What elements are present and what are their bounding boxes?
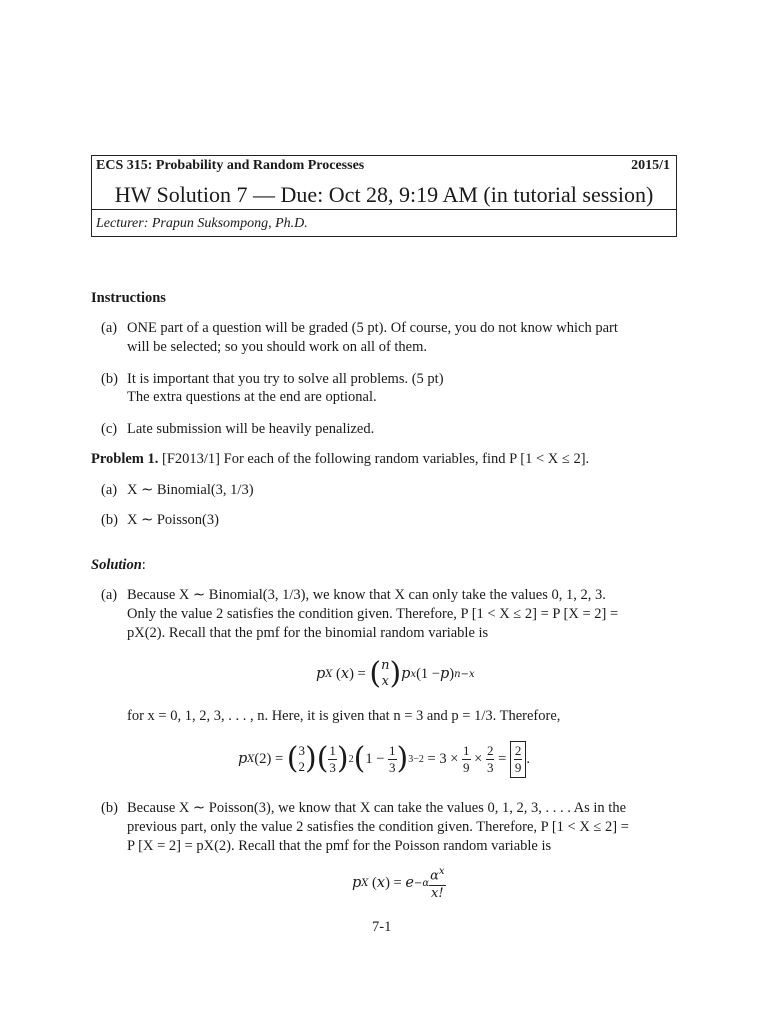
binomial-pmf-equation: p X ( x ) = ( n x ) p x (1 − p ) n−x: [316, 656, 475, 691]
solution-a-line4: for x = 0, 1, 2, 3, . . . , n. Here, it is given that n = 3 and p = 1/3. Therefore,: [127, 708, 561, 724]
solution-a-line3: pX(2). Recall that the pmf for the binomial random variable is: [127, 625, 489, 641]
instruction-label-a: (a): [101, 320, 118, 336]
boxed-answer: $\frac{2}{9}$: [510, 741, 527, 778]
lecturer-line: Lecturer: Prapun Suksompong, Ph.D.: [96, 216, 308, 231]
solution-b-line3: P [X = 2] = pX(2). Recall that the pmf for the Poisson random variable is: [127, 838, 552, 854]
instruction-a-line2: will be selected; so you should work on all of them.: [127, 339, 428, 355]
term-label: 2015/1: [631, 158, 670, 173]
problem-1: [91, 450, 589, 469]
instructions-heading: Instructions: [91, 290, 166, 306]
instruction-label-c: (c): [101, 421, 118, 437]
problem-part-b-label: (b): [101, 512, 118, 528]
document-title: HW Solution 7 — Due: Oct 28, 9:19 AM (in tutorial session): [114, 182, 654, 207]
solution-b-line1: Because X ∼ Poisson(3), we know that X can take the values 0, 1, 2, 3, . . . . As in the: [127, 800, 627, 816]
solution-b-label: (b): [101, 800, 118, 816]
header-divider: [92, 209, 676, 210]
problem-part-a-label: (a): [101, 482, 118, 498]
problem-heading: Problem 1.: [91, 451, 159, 467]
solution-heading: Solution: [91, 557, 142, 573]
solution-a-line2: Only the value 2 satisfies the condition given. Therefore, P [1 < X ≤ 2] = P [X = 2] =: [127, 606, 619, 622]
problem-part-a: X ∼ Binomial(3, 1/3): [127, 482, 254, 498]
header-box: [91, 155, 677, 237]
solution-heading-line: Solution:: [91, 557, 146, 573]
problem-part-b: X ∼ Poisson(3): [127, 512, 219, 528]
problem-text: [F2013/1] For each of the following random variables, find P [1 < X ≤ 2].: [162, 451, 590, 467]
instruction-c-line1: Late submission will be heavily penalized.: [127, 421, 375, 437]
poisson-pmf-equation: p X ( x ) = e −α $\frac{\alpha^x}{x!}$: [352, 866, 445, 901]
solution-b-line2: previous part, only the value 2 satisfies the condition given. Therefore, P [1 < X ≤ 2] =: [127, 819, 629, 835]
page-number: 7-1: [372, 919, 392, 935]
instruction-a-line1: ONE part of a question will be graded (5 pt). Of course, you do not know which part: [127, 320, 618, 336]
solution-a-label: (a): [101, 587, 118, 603]
solution-a-line1: Because X ∼ Binomial(3, 1/3), we know that X can only take the values 0, 1, 2, 3.: [127, 587, 606, 603]
course-title: ECS 315: Probability and Random Processes: [96, 158, 365, 173]
binomial-computation-equation: p X (2) = ( 3 2 ) ( $\frac{1}{3}$ ) 2 ( 1 − $\frac{1}{3}$ ) 3−2 = 3 × $\frac{1}{9}$ × $\frac{2}{3}$ = $\frac{2}{9}$ .: [238, 741, 531, 776]
instruction-b-line2: The extra questions at the end are optional.: [127, 389, 377, 405]
instruction-b-line1: It is important that you try to solve all problems. (5 pt): [127, 371, 444, 387]
instruction-label-b: (b): [101, 371, 118, 387]
